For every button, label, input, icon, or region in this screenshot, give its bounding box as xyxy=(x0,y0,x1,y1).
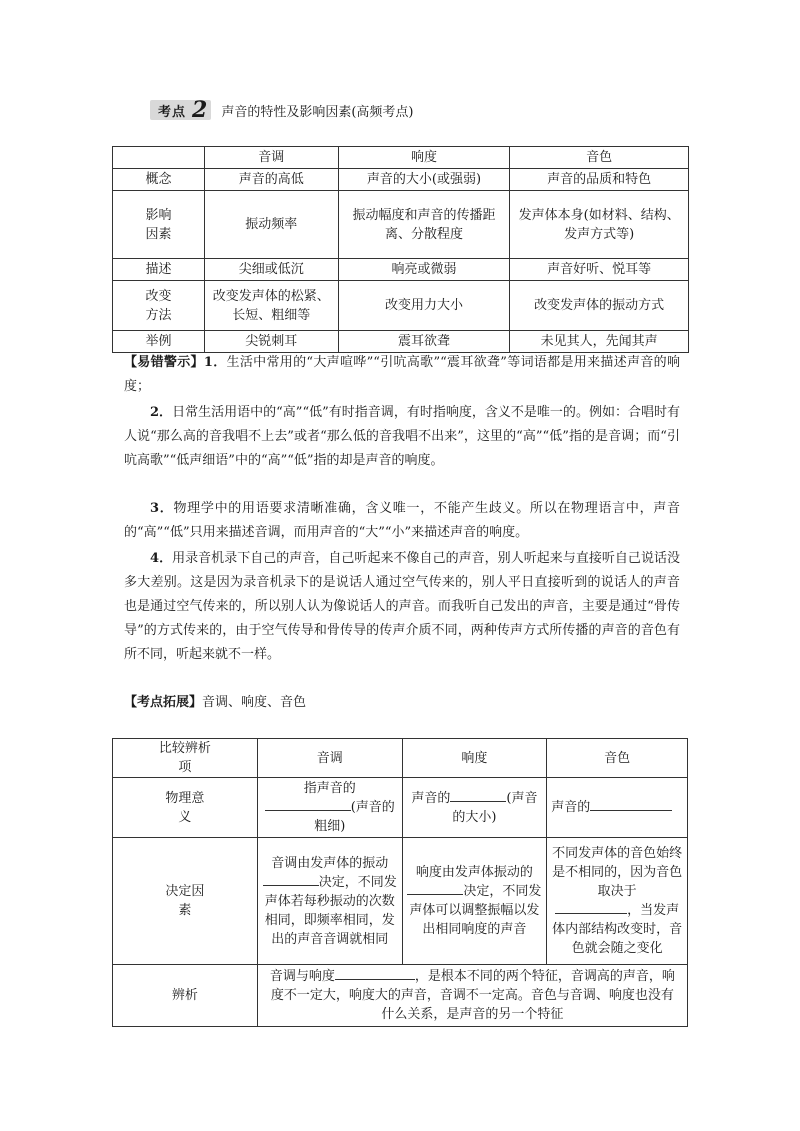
fill-blank[interactable] xyxy=(265,798,351,811)
table-cell: 声音好听、悦耳等 xyxy=(510,259,689,281)
exam-point-badge xyxy=(150,97,211,123)
table-cell: 发声体本身(如材料、结构、发声方式等) xyxy=(510,191,689,259)
item-number: 2． xyxy=(150,405,173,420)
header-cell: 响度 xyxy=(338,147,510,169)
cell-text: ，当发声体内部结构改变时，音色就会随之变化 xyxy=(552,903,683,956)
cell-text: 响度由发声体振动的 xyxy=(415,865,533,880)
header-cell: 音色 xyxy=(510,147,689,169)
paragraph-text: 日常生活用语中的“高”“低”有时指音调，有时指响度，含义不是唯一的。例如：合唱时有人说“那么高的音我唱不上去”或者“那么低的音我唱不出来”，这里的“高”“低”指的是音调；而“引吭高歌”“低声细语”中的“高”“低”指的却是声音的响度。 xyxy=(124,405,681,468)
table-header-row xyxy=(113,739,688,778)
table-row xyxy=(113,281,689,331)
table-row xyxy=(113,778,688,838)
cell-text: (声音的粗细) xyxy=(314,800,395,834)
table-cell: 振动频率 xyxy=(204,191,338,259)
section-title: 声音的特性及影响因素(高频考点) xyxy=(221,104,414,120)
paragraph-text: 用录音机录下自己的声音，自己听起来不像自己的声音，别人听起来与直接听自己说话没多大差别。这是因为录音机录下的是说话人通过空气传来的，别人平日直接听到的说话人的声音也是通过空气传来的，所以别人认为像说话人的声音。而我听自己发出的声音，主要是通过“骨传导”的方式传来的，由于空气传导和骨传导的传声介质不同，两种传声方式所传播的声音的音色有所不同，听起来就不一样。 xyxy=(124,551,680,662)
fill-blank[interactable] xyxy=(590,798,672,811)
cell-text: (声音的大小) xyxy=(452,790,538,825)
item-number: 1． xyxy=(203,355,227,370)
table-cell: 振动幅度和声音的传播距离、分散程度 xyxy=(338,191,510,259)
cell-text: 决定，不同发声体可以调整振幅以发出相同响度的声音 xyxy=(409,884,542,937)
comparison-table xyxy=(112,738,688,1027)
header-cell: 音调 xyxy=(257,739,402,778)
cell-text: 不同发声体的音色始终是不相同的，因为音色取决于 xyxy=(552,846,683,899)
table-cell: 改变发声体的松紧、长短、粗细等 xyxy=(204,281,338,331)
meaning-timbre-cell xyxy=(547,778,688,838)
section-heading xyxy=(150,98,413,122)
table-row xyxy=(113,259,689,281)
meaning-pitch-cell xyxy=(257,778,402,838)
table-cell: 改变发声体的振动方式 xyxy=(510,281,689,331)
table-cell: 声音的大小(或强弱) xyxy=(338,169,510,191)
item-number: 3． xyxy=(150,501,174,516)
table-row xyxy=(113,331,689,353)
table-row xyxy=(113,965,688,1027)
analysis-cell xyxy=(257,965,687,1027)
table-cell: 改变用力大小 xyxy=(338,281,510,331)
cell-text: 指声音的 xyxy=(303,781,356,796)
factor-pitch-cell xyxy=(257,838,402,965)
meaning-loudness-cell xyxy=(402,778,547,838)
cell-text: 声音的 xyxy=(551,800,591,815)
warning-paragraph-2 xyxy=(124,401,680,473)
factor-timbre-cell xyxy=(547,838,688,965)
extension-tag: 【考点拓展】 xyxy=(124,695,203,710)
table-row xyxy=(113,191,689,259)
properties-table xyxy=(112,146,689,353)
paragraph-text: 物理学中的用语要求清晰准确，含义唯一，不能产生歧义。所以在物理语言中，声音的“高”“低”只用来描述音调，而用声音的“大”“小”来描述声音的响度。 xyxy=(124,501,680,540)
fill-blank[interactable] xyxy=(450,789,506,802)
row-label: 改变方法 xyxy=(113,281,205,331)
paragraph-text: 生活中常用的“大声喧哗”“引吭高歌”“震耳欲聋”等词语都是用来描述声音的响度； xyxy=(124,355,680,394)
row-label: 影响因素 xyxy=(113,191,205,259)
header-cell xyxy=(113,147,205,169)
fill-blank[interactable] xyxy=(555,901,627,914)
cell-text: 音调与响度 xyxy=(269,969,335,984)
cell-text: 声音的 xyxy=(411,790,451,806)
item-number: 4． xyxy=(150,551,173,566)
fill-blank[interactable] xyxy=(407,882,463,895)
badge-number: 2 xyxy=(192,97,208,123)
warning-paragraph-1 xyxy=(124,351,680,399)
row-label: 辨析 xyxy=(113,965,258,1027)
warning-tag: 【易错警示】 xyxy=(124,355,204,370)
table-header-row xyxy=(113,147,689,169)
header-cell: 比较辨析项 xyxy=(113,739,258,778)
row-label: 决定因素 xyxy=(113,838,258,965)
fill-blank[interactable] xyxy=(263,873,319,886)
table-row xyxy=(113,838,688,965)
table-cell: 声音的高低 xyxy=(204,169,338,191)
badge-label: 考点 xyxy=(158,104,187,120)
warning-paragraph-4 xyxy=(124,547,680,667)
row-label: 概念 xyxy=(113,169,205,191)
extension-heading xyxy=(124,691,680,715)
factor-loudness-cell xyxy=(402,838,547,965)
header-cell: 音色 xyxy=(547,739,688,778)
table-cell: 未见其人，先闻其声 xyxy=(510,331,689,353)
table-cell: 声音的品质和特色 xyxy=(510,169,689,191)
header-cell: 响度 xyxy=(402,739,547,778)
cell-text: ，是根本不同的两个特征，音调高的声音，响度不一定大，响度大的声音，音调不一定高。音色与音调、响度也没有什么关系，是声音的另一个特征 xyxy=(270,969,675,1022)
table-cell: 尖锐刺耳 xyxy=(204,331,338,353)
table-cell: 响亮或微弱 xyxy=(338,259,510,281)
table-row xyxy=(113,169,689,191)
table-cell: 尖细或低沉 xyxy=(204,259,338,281)
table-cell: 震耳欲聋 xyxy=(338,331,510,353)
fill-blank[interactable] xyxy=(335,967,415,980)
warning-paragraph-3 xyxy=(124,497,680,545)
extension-title: 音调、响度、音色 xyxy=(202,695,307,710)
row-label: 物理意义 xyxy=(113,778,258,838)
row-label: 描述 xyxy=(113,259,205,281)
header-cell: 音调 xyxy=(204,147,338,169)
cell-text: 音调由发声体的振动 xyxy=(271,855,389,871)
cell-text: 决定，不同发声体若每秒振动的次数相同，即频率相同，发出的声音音调就相同 xyxy=(264,874,397,947)
row-label: 举例 xyxy=(113,331,205,353)
